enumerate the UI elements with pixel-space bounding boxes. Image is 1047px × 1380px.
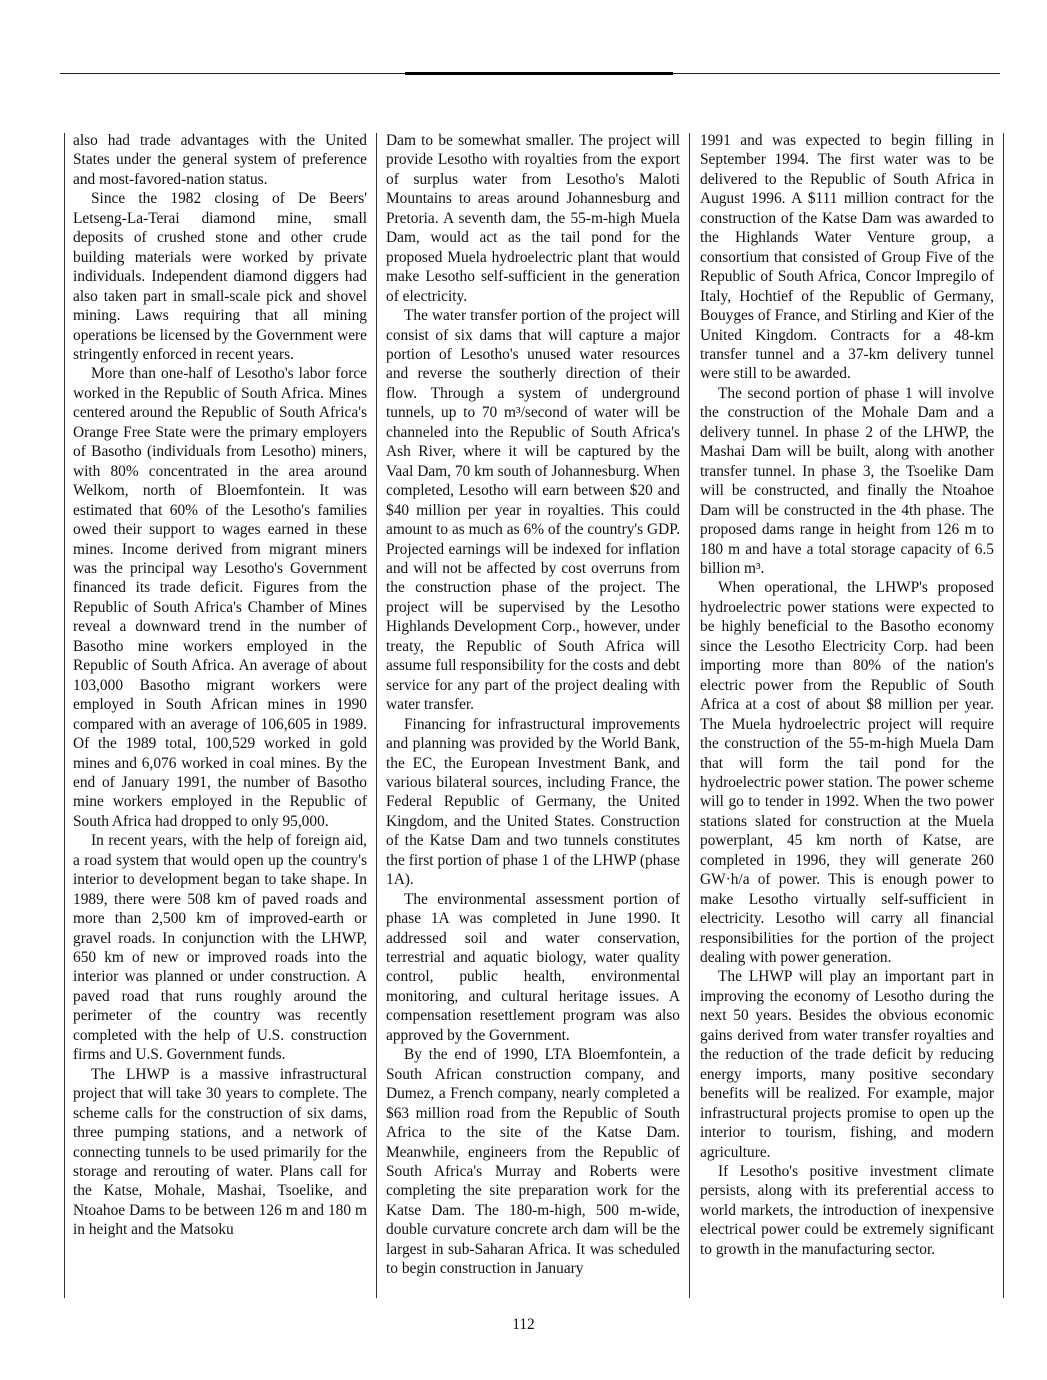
paragraph: Financing for infrastructural improvements and planning was provided by the World Bank, the EC, the European Investment Bank, and various bilateral sources, including France, the Federal Republic of Germany, the United Kingdom, and the United States. Construction of the Katse Dam and two tunnels constitutes the first portion of phase 1 of the LHWP (phase 1A). [386,715,680,889]
paragraph: Dam to be somewhat smaller. The project will provide Lesotho with royalties from the export of surplus water from Lesotho's Maloti Mountains to areas around Johannesburg and Pretoria. A seventh dam, the 55-m-high Muela Dam, would act as the tail pond for the proposed Muela hydroelectric plant that would make Lesotho self-sufficient in the generation of electricity. [386,132,680,305]
text-column-2 [386,131,680,1279]
text-column-3 [700,131,994,1259]
page-number: 112 [512,1316,535,1333]
paragraph: When operational, the LHWP's proposed hydroelectric power stations were expected to be highly beneficial to the Basotho economy since the Lesotho Electricity Corp. had been importing more than 80% of the nation's electric power from the Republic of South Africa at a cost of about $8 million per year. The Muela hydroelectric project will require the construction of the 55-m-high Muela Dam that will form the tail pond for the hydroelectric power station. The power scheme will go to tender in 1992. When the two power stations slated for construction at the Muela powerplant, 45 km north of Katse, are completed in 1996, they will generate 260 GW·h/a of power. This is enough power to make Lesotho virtually self-sufficient in electricity. Lesotho will carry all financial responsibilities for the portion of the project dealing with power generation. [700,579,994,967]
paragraph: The water transfer portion of the project will consist of six dams that will capture a major portion of Lesotho's unused water resources and reverse the southerly direction of their flow. Through a system of underground tunnels, up to 70 m³/second of water will be channeled into the Republic of South Africa's Ash River, where it will be captured by the Vaal Dam, 70 km south of Johannesburg. When completed, Lesotho will earn between $20 and $40 million per year in royalties. This could amount to as much as 6% of the country's GDP. Projected earnings will be indexed for inflation and will not be affected by cost overruns from the construction phase of the project. The project will be supervised by the Lesotho Highlands Development Corp., however, under treaty, the Republic of South Africa will assume full responsibility for the costs and debt service for any part of the project dealing with water transfer. [386,307,680,714]
column-divider-1 [376,133,377,1298]
paragraph: 1991 and was expected to begin filling in September 1994. The first water was to be delivered to the Republic of South Africa in August 1996. A $111 million contract for the construction of the Katse Dam was awarded to the Highlands Water Venture group, a consortium that consisted of Group Five of the Republic of South Africa, Concor Impregilo of Italy, Hochtief of the Republic of Germany, Bouyges of France, and Stirling and Kier of the United Kingdom. Contracts for a 48-km transfer tunnel and a 37-km delivery tunnel were still to be awarded. [700,132,994,383]
paragraph: The environmental assessment portion of phase 1A was completed in June 1990. It addressed soil and water conservation, terrestrial and aquatic biology, water quality control, public health, environmental monitoring, and cultural heritage issues. A compensation resettlement program was also approved by the Government. [386,890,680,1044]
text-column-1 [73,131,367,1240]
paragraph: The LHWP will play an important part in improving the economy of Lesotho during the next 50 years. Besides the obvious economic gains derived from water transfer royalties and the reduction of the trade deficit by reducing energy imports, many positive secondary benefits will be realized. For example, major infrastructural projects promise to open up the interior to tourism, fishing, and modern agriculture. [700,968,994,1161]
paragraph: The LHWP is a massive infrastructural project that will take 30 years to complete. The scheme calls for the construction of six dams, three pumping stations, and a network of connecting tunnels to be used primarily for the storage and rerouting of water. Plans call for the Katse, Mohale, Mashai, Tsoelike, and Ntoahoe Dams to be between 126 m and 180 m in height and the Matsoku [73,1065,367,1239]
paragraph: The second portion of phase 1 will involve the construction of the Mohale Dam and a delivery tunnel. In phase 2 of the LHWP, the Mashai Dam will be built, along with another transfer tunnel. In phase 3, the Tsoelike Dam will be constructed, and finally the Ntoahoe Dam will be constructed in the 4th phase. The proposed dams range in height from 126 m to 180 m and have a total storage capacity of 6.5 billion m³. [700,384,994,577]
paragraph: Since the 1982 closing of De Beers' Letseng-La-Terai diamond mine, small deposits of crushed stone and other crude building materials were worked by private individuals. Independent diamond diggers had also taken part in small-scale pick and shovel mining. Laws requiring that all mining operations be licensed by the Government were stringently enforced in recent years. [73,190,367,363]
column-divider-right [1003,133,1004,1298]
header-rule-accent [405,72,673,75]
paragraph: If Lesotho's positive investment climate persists, along with its preferential access to world markets, the introduction of inexpensive electrical power could be extremely significant to growth in the manufacturing sector. [700,1163,994,1258]
paragraph: More than one-half of Lesotho's labor force worked in the Republic of South Africa. Mines centered around the Republic of South Africa's Orange Free State were the primary employers of Basotho (individuals from Lesotho) miners, with 80% concentrated in the area around Welkom, north of Bloemfontein. It was estimated that 60% of the Lesotho's families owed their support to wages earned in these mines. Income derived from migrant miners was the principal way Lesotho's Government financed its trade deficit. Figures from the Republic of South Africa's Chamber of Mines reveal a downward trend in the number of Basotho mine workers employed in the Republic of South Africa. An average of about 103,000 Basotho migrant workers were employed in South African mines in 1990 compared with an average of 106,605 in 1989. Of the 1989 total, 100,529 worked in gold mines and 6,076 worked in coal mines. By the end of January 1991, the number of Basotho mine workers employed in the Republic of South Africa had dropped to only 95,000. [73,365,367,830]
paragraph: In recent years, with the help of foreign aid, a road system that would open up the country's interior to development began to take shape. In 1989, there were 508 km of paved roads and more than 2,500 km of improved-earth or gravel roads. In conjunction with the LHWP, 650 km of new or improved roads into the interior was planned or under construction. A paved road that runs roughly around the perimeter of the country was recently completed with the help of U.S. construction firms and U.S. Government funds. [73,832,367,1064]
column-divider-2 [689,133,690,1298]
column-divider-left [64,133,65,1298]
paragraph: By the end of 1990, LTA Bloemfontein, a South African construction company, and Dumez, a French company, nearly completed a $63 million road from the Republic of South Africa to the site of the Katse Dam. Meanwhile, engineers from the Republic of South Africa's Murray and Roberts were completing the site preparation work for the Katse Dam. The 180-m-high, 500 m-wide, double curvature concrete arch dam will be the largest in sub-Saharan Africa. It was scheduled to begin construction in January [386,1046,680,1278]
paragraph: also had trade advantages with the United States under the general system of preference and most-favored-nation status. [73,132,367,188]
